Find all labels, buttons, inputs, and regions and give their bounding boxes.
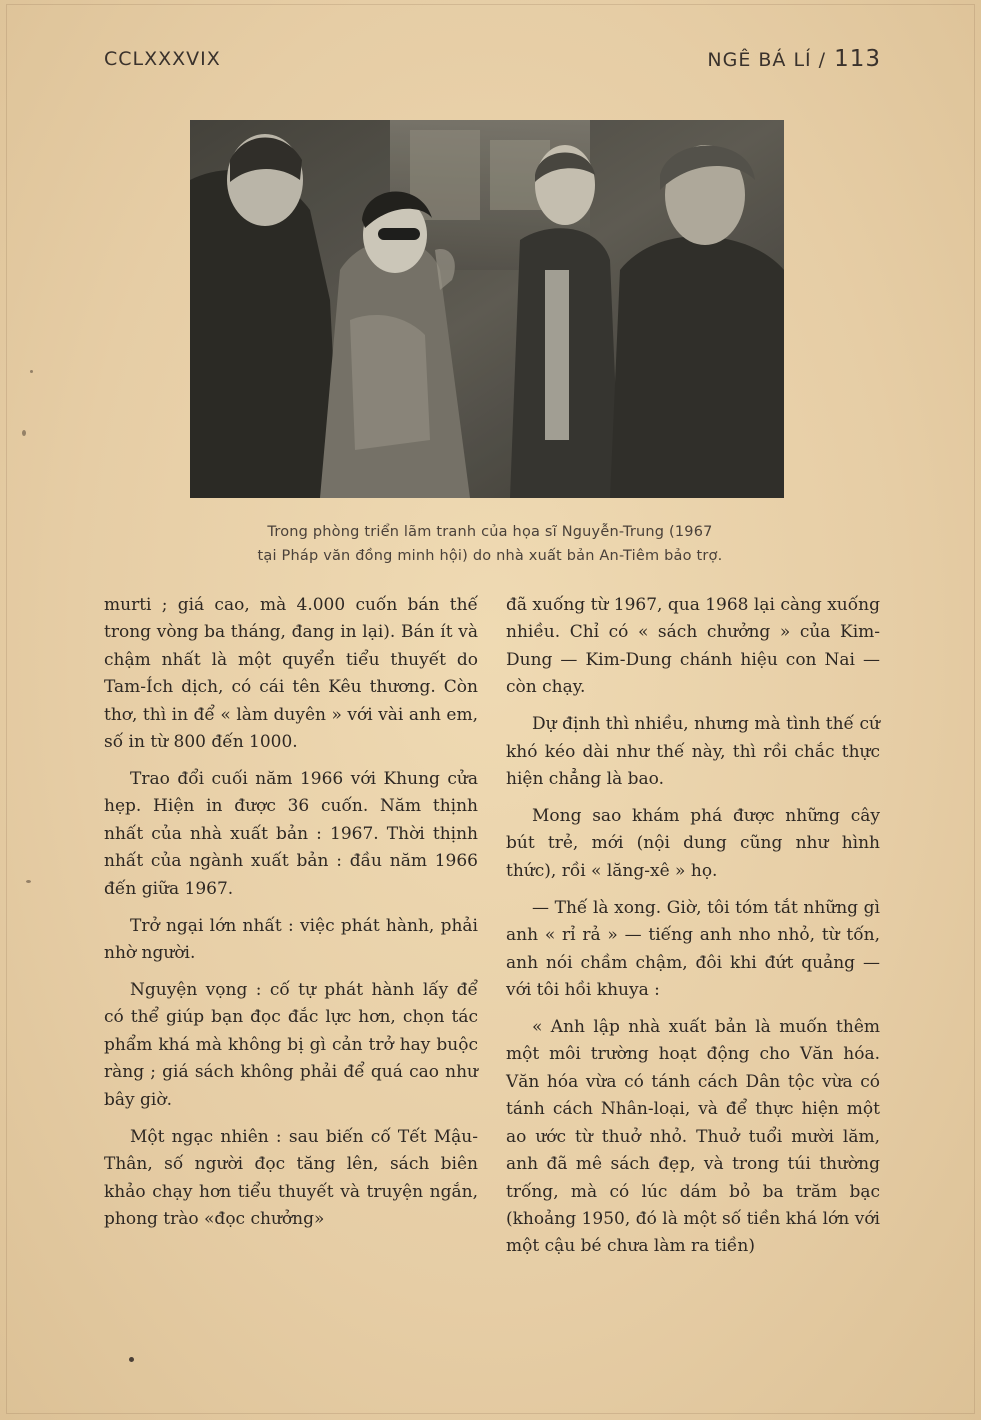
paper-speck <box>22 430 26 436</box>
paragraph: Trao đổi cuối năm 1966 với Khung cửa hẹp. Hiện in được 36 cuốn. Năm thịnh nhất của nhà xuất bản : 1967. Thời thịnh nhất của ngành xuất bản : đầu năm 1966 đến giữa 1967. <box>104 769 478 899</box>
left-column <box>104 592 478 1243</box>
running-header <box>104 42 881 76</box>
header-left-code: CCLXXXVIX <box>104 48 221 70</box>
paragraph: đã xuống từ 1967, qua 1968 lại càng xuống nhiều. Chỉ có « sách chưởng » của Kim-Dung — Kim-Dung chánh hiệu con Nai — còn chạy. <box>506 595 880 698</box>
paragraph: Một ngạc nhiên : sau biến cố Tết Mậu-Thân, số người đọc tăng lên, sách biên khảo chạy hơn tiểu thuyết và truyện ngắn, phong trào «đọc chưởng» <box>104 1126 478 1229</box>
ink-dot <box>129 1357 134 1362</box>
header-right <box>707 46 881 72</box>
caption-line: Trong phòng triển lãm tranh của họa sĩ Nguyễn-Trung (1967 <box>267 524 713 540</box>
photo-caption <box>150 520 830 568</box>
caption-line: tại Pháp văn đồng minh hội) do nhà xuất bản An-Tiêm bảo trợ. <box>257 548 723 564</box>
paragraph: Dự định thì nhiều, nhưng mà tình thế cứ khó kéo dài như thế này, thì rồi chắc thực hiện chẳng là bao. <box>506 714 880 790</box>
paragraph: — Thế là xong. Giờ, tôi tóm tắt những gì anh « rỉ rả » — tiếng anh nho nhỏ, từ tốn, anh nói chầm chậm, đôi khi đứt quảng — với tôi hồi khuya : <box>506 897 880 1001</box>
paragraph: Trở ngại lớn nhất : việc phát hành, phải nhờ người. <box>104 915 478 964</box>
paper-speck <box>30 370 33 373</box>
page-number: 113 <box>834 46 881 72</box>
paragraph: « Anh lập nhà xuất bản là muốn thêm một môi trường hoạt động cho Văn hóa. Văn hóa vừa có tánh cách Dân tộc vừa có tánh cách Nhân-loại, và để thực hiện một ao ước từ thuở nhỏ. Thuở tuổi mười lăm, anh đã mê sách đẹp, và trong túi thường trống, mà có lúc dám bỏ ba trăm bạc (khoảng 1950, đó là một số tiền khá lớn với một cậu bé chưa làm ra tiền) <box>506 1017 880 1257</box>
paragraph: murti ; giá cao, mà 4.000 cuốn bán thế trong vòng ba tháng, đang in lại). Bán ít và chậm nhất là một quyển tiểu thuyết do Tam-Ích dịch, có cái tên Kêu thương. Còn thơ, thì in để « làm duyên » với vài anh em, số in từ 800 đến 1000. <box>104 595 478 753</box>
right-column <box>506 592 880 1270</box>
paragraph: Mong sao khám phá được những cây bút trẻ, mới (nội dung cũng như hình thức), rồi « lăng-xê » họ. <box>506 806 880 881</box>
paper-speck <box>26 880 31 883</box>
header-author: NGÊ BÁ LÍ / <box>707 49 827 71</box>
paragraph: Nguyện vọng : cố tự phát hành lấy để có thể giúp bạn đọc đắc lực hơn, chọn tác phẩm khá mà không bị gì cản trở hay buộc ràng ; giá sách không phải để quá cao như bây giờ. <box>104 980 478 1110</box>
exhibition-photo <box>190 120 784 498</box>
